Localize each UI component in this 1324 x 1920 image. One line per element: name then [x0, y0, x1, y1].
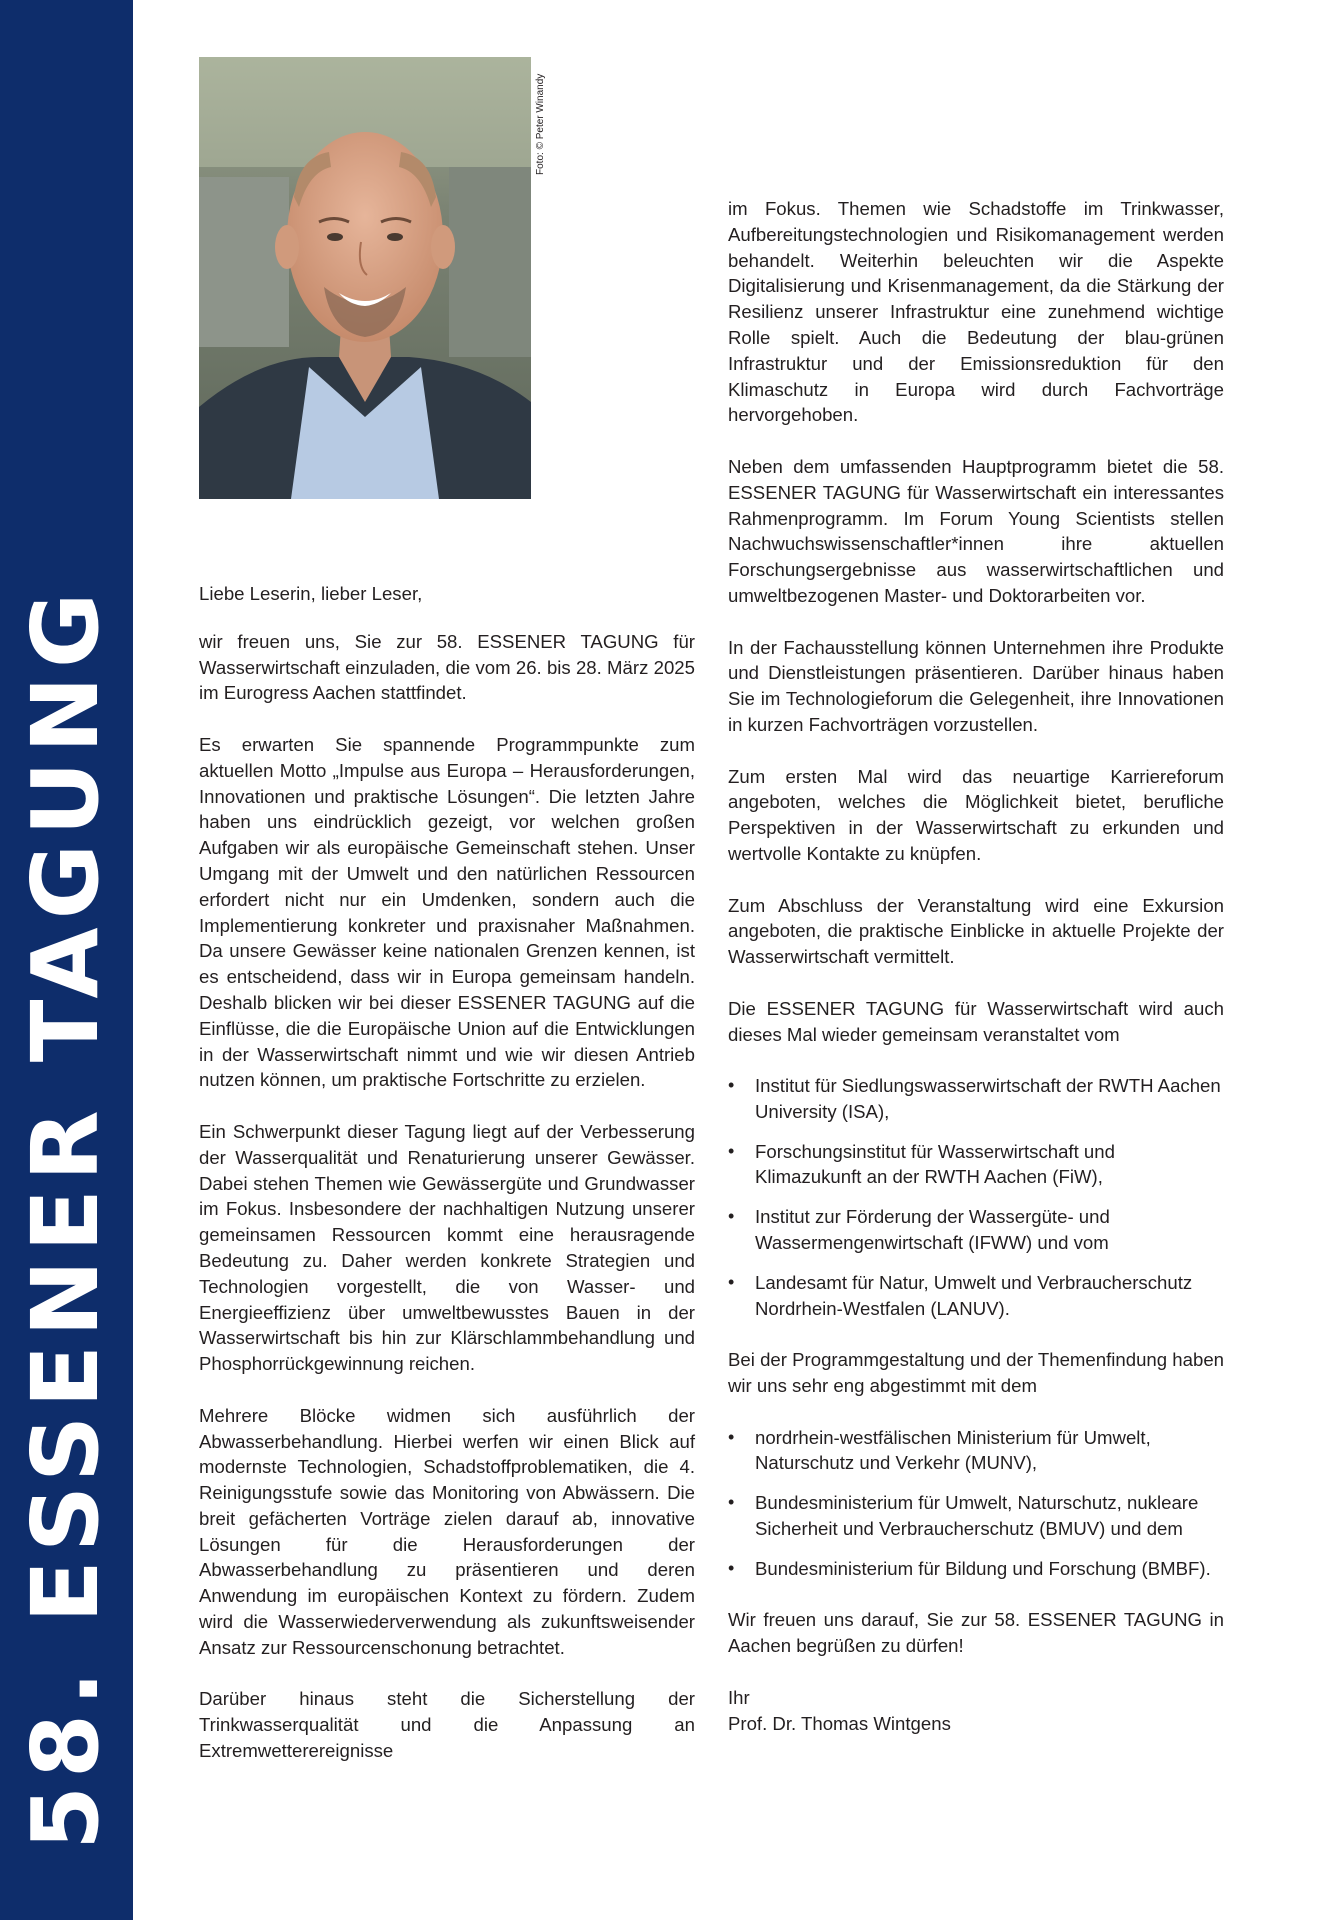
sidebar [0, 0, 133, 1920]
paragraph: Neben dem umfassenden Hauptprogramm bietet die 58. ESSENER TAGUNG für Wasserwirtschaft ein interessantes Rahmenprogramm. Im Forum Young Scientists stellen Nachwuchswissenschaftler*innen ihre aktuellen Forschungsergebnisse aus wasserwirtschaftlichen und umweltbezogenen Master- und Doktorarbeiten vor. [728, 455, 1224, 606]
paragraph: Die ESSENER TAGUNG für Wasserwirtschaft wird auch dieses Mal wieder gemeinsam veranstaltet vom [728, 997, 1224, 1045]
list-item: • Bundesministerium für Bildung und Forschung (BMBF). [728, 1556, 1224, 1582]
signature-salutation: Ihr [728, 1686, 750, 1708]
list-item: • Institut zur Förderung der Wassergüte- und Wassermengenwirtschaft (IFWW) und vom [728, 1204, 1224, 1256]
list-item: • nordrhein-westfälischen Ministerium für Umwelt, Naturschutz und Verkehr (MUNV), [728, 1425, 1224, 1477]
greeting: Liebe Leserin, lieber Leser, [199, 583, 423, 604]
list-item: • Bundesministerium für Umwelt, Naturschutz, nukleare Sicherheit und Verbraucherschutz (BMUV) und dem [728, 1490, 1224, 1542]
paragraph: Es erwarten Sie spannende Programmpunkte zum aktuellen Motto „Impulse aus Europa – Herausforderungen, Innovationen und praktische Lösungen“. Die letzten Jahre haben uns eindrücklich gezeigt, vor welchen großen Aufgaben wir als europäische Gemeinschaft stehen. Unser Umgang mit der Umwelt und den natürlichen Ressourcen erfordert nicht nur ein Umdenken, sondern auch die Implementierung konkreter und praxisnaher Maßnahmen. Da unsere Gewässer keine nationalen Grenzen kennen, ist es entscheidend, dass wir in Europa gemeinsam handeln. Deshalb blicken wir bei dieser ESSENER TAGUNG auf die Einflüsse, die die Europäische Union auf die Entwicklungen in der Wasserwirtschaft nimmt und wie wir diesen Antrieb nutzen können, um praktische Fortschritte zu erzielen. [199, 733, 695, 1091]
paragraph: Zum ersten Mal wird das neuartige Karriereforum angeboten, welches die Möglichkeit bietet, berufliche Perspektiven in der Wasserwirtschaft zu erkunden und wertvolle Kontakte zu knüpfen. [728, 765, 1224, 864]
list-item: • Forschungsinstitut für Wasserwirtschaft und Klimazukunft an der RWTH Aachen (FiW), [728, 1139, 1224, 1191]
paragraph: Mehrere Blöcke widmen sich ausführlich der Abwasserbehandlung. Hierbei werfen wir einen Blick auf modernste Technologien, Schadstoffproblematiken, die 4. Reinigungsstufe sowie das Monitoring von Abwässern. Die breit gefächerten Vorträge zielen darauf ab, innovative Lösungen für die Herausforderungen der Abwasserbehandlung zu präsentieren und deren Anwendung im europäischen Kontext zu fördern. Zudem wird die Wasserwiederverwendung als zukunftsweisender Ansatz zur Ressourcenschonung betrachtet. [199, 1404, 695, 1658]
paragraph: Zum Abschluss der Veranstaltung wird eine Exkursion angeboten, die praktische Einblicke in aktuelle Projekte der Wasserwirtschaft vermittelt. [728, 894, 1224, 968]
list-item: • Landesamt für Natur, Umwelt und Verbraucherschutz Nordrhein-Westfalen (LANUV). [728, 1270, 1224, 1322]
organizer-list [728, 1073, 1224, 1321]
paragraph: Darüber hinaus steht die Sicherstellung der Trinkwasserqualität und die Anpassung an Extremwetterereignisse [199, 1688, 695, 1762]
signature-name: Prof. Dr. Thomas Wintgens [728, 1712, 951, 1734]
right-column [728, 196, 1224, 1736]
paragraph: wir freuen uns, Sie zur 58. ESSENER TAGUNG für Wasserwirtschaft einzuladen, die vom 26. bis 28. März 2025 im Eurogress Aachen stattfindet. [199, 630, 695, 704]
left-column [199, 581, 695, 1790]
ministry-list [728, 1425, 1224, 1582]
paragraph: Bei der Programmgestaltung und der Themenfindung haben wir uns sehr eng abgestimmt mit dem [728, 1349, 1224, 1397]
paragraph: Ein Schwerpunkt dieser Tagung liegt auf der Verbesserung der Wasserqualität und Renaturierung unserer Gewässer. Dabei stehen Themen wie Gewässergüte und Grundwasser im Fokus. Insbesondere der nachhaltigen Nutzung unserer gemeinsamen Ressourcen kommt eine herausragende Bedeutung zu. Daher werden konkrete Strategien und Technologien vorgestellt, die von Wasser- und Energieeffizienz über umweltbewusstes Bauen in der Wasserwirtschaft bis hin zur Klärschlammbehandlung und Phosphorrückgewinnung reichen. [199, 1120, 695, 1375]
closing-paragraph: Wir freuen uns darauf, Sie zur 58. ESSENER TAGUNG in Aachen begrüßen zu dürfen! [728, 1609, 1224, 1657]
photo-credit: Foto: © Peter Winandy [535, 73, 546, 175]
sidebar-title: 58. ESSENER TAGUNG [12, 584, 119, 1850]
paragraph: im Fokus. Themen wie Schadstoffe im Trinkwasser, Aufbereitungstechnologien und Risikomanagement werden behandelt. Weiterhin beleuchten wir die Aspekte Digitalisierung und Krisenmanagement, da die Stärkung der Resilienz unserer Infrastruktur eine zunehmend wichtige Rolle spielt. Auch die Bedeutung der blau-grünen Infrastruktur und der Emissionsreduktion für den Klimaschutz in Europa wird durch Fachvorträge hervorgehoben. [728, 198, 1224, 426]
portrait-photo [199, 57, 531, 499]
list-item: • Institut für Siedlungswasserwirtschaft der RWTH Aachen University (ISA), [728, 1073, 1224, 1125]
paragraph: In der Fachausstellung können Unternehmen ihre Produkte und Dienstleistungen präsentieren. Darüber hinaus haben Sie im Technologieforum die Gelegenheit, ihre Innovationen in kurzen Fachvorträgen vorzustellen. [728, 636, 1224, 735]
